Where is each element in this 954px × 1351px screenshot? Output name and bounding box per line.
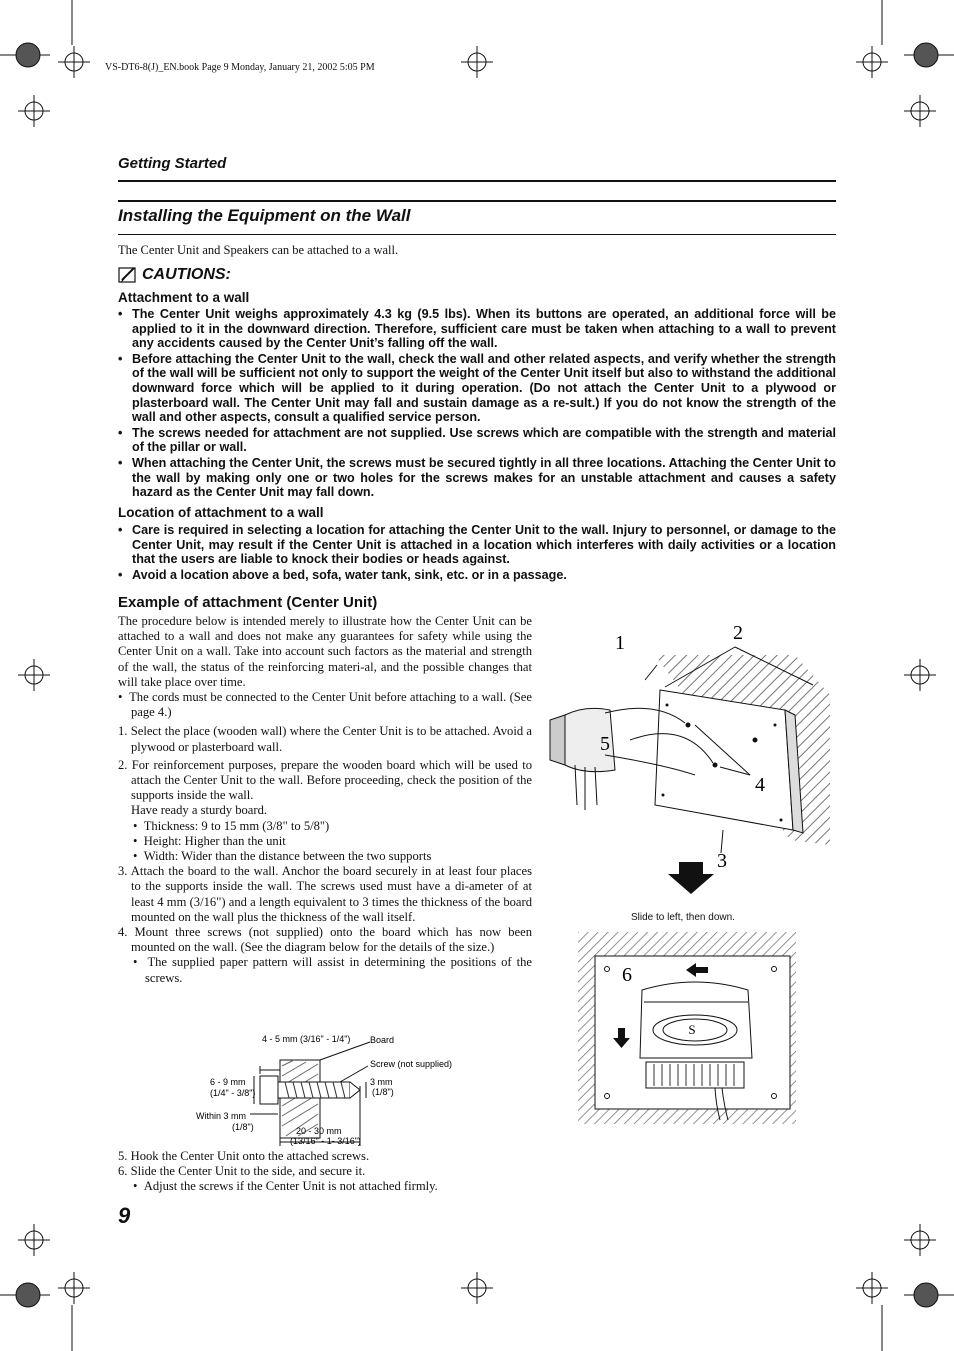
dim-board: Board [370,1035,395,1045]
attachment-subheading: Attachment to a wall [118,290,250,305]
list-item: • Before attaching the Center Unit to the wall, check the wall and other related aspects, and verify whether the strength of the wall will be sufficient not only to support the weight of the Center Unit itself but also to withstand the additional downward force which will be applied to it during operation. (Do not attach the Center Unit to a plywood or plasterboard wall. The Center Unit may fall and sustain damage as a re-sult.) If you do not know the strength of the wall and other aspects, consult a qualified service person. [118,352,836,425]
cautions-heading [118,266,231,284]
figure-caption: Slide to left, then down. [631,912,735,923]
dim-screw: Screw (not supplied) [370,1059,453,1069]
page-number: 9 [118,1203,131,1228]
dim-length-inch: (13/16" - 1- 3/16") [290,1136,361,1146]
list-item: • Avoid a location above a bed, sofa, water tank, sink, etc. or in a passage. [118,568,836,583]
title-rule-top [118,200,836,202]
step-2-note: Have ready a sturdy board. [131,803,268,818]
list-item: • When attaching the Center Unit, the screws must be secured tightly in all three locations. Attaching the Center Unit to the wall by making only one or two holes for the screws makes for an unstable attachment and causes a safety hazard as the Center Unit may fall down. [118,456,836,500]
dim-head-dia-inch: (1/4" - 3/8") [210,1088,256,1098]
dim-head-dia: 6 - 9 mm [210,1077,246,1087]
location-subheading: Location of attachment to a wall [118,505,324,520]
file-header: VS-DT6-8(J)_EN.book Page 9 Monday, January 21, 2002 5:05 PM [105,62,375,73]
location-list [118,523,836,583]
width-bullet: • Width: Wider than the distance between the two supports [133,849,432,864]
page-title: Installing the Equipment on the Wall [118,206,411,225]
list-item: • Care is required in selecting a location for attaching the Center Unit to the wall. Injury to personnel, or damage to the Center Unit, may result if the Center Unit is attached in a location which interferes with daily activities or a location that the users are liable to knock their bodies or heads against. [118,523,836,567]
thickness-bullet: • Thickness: 9 to 15 mm (3/8" to 5/8") [133,818,330,833]
caution-pencil-icon [118,266,138,284]
slide-illustration [570,930,800,1130]
section-heading: Getting Started [118,155,227,172]
section-rule [118,180,836,182]
step-4-bullet: • The supplied paper pattern will assist in determining the positions of the screws. [133,955,532,985]
label-1: 1 [615,632,625,654]
attachment-list [118,307,836,501]
height-bullet: • Height: Higher than the unit [133,833,286,848]
intro-text: The Center Unit and Speakers can be attached to a wall. [118,243,399,257]
list-item: • The screws needed for attachment are not supplied. Use screws which are compatible with the strength and material of the pillar or wall. [118,426,836,455]
title-rule-bottom [118,234,836,235]
screw-dimension-diagram [190,1030,500,1150]
dim-within: Within 3 mm [196,1111,247,1121]
dim-length: 20 - 30 mm [296,1126,342,1136]
list-item: • The Center Unit weighs approximately 4.3 kg (9.5 lbs). When its buttons are operated, an additional force will be applied to it in the downward direction. Therefore, sufficient care must be taken when attaching to a wall to prevent any accidents caused by the Center Unit’s falling off the wall. [118,307,836,351]
label-6: 6 [622,964,632,986]
dim-shaft: 3 mm [370,1077,393,1087]
label-4: 4 [755,774,765,796]
dim-head-width: 4 - 5 mm (3/16" - 1/4") [262,1034,351,1044]
down-arrow-icon [668,862,714,894]
step-1: 1. Select the place (wooden wall) where the Center Unit is to be attached. Avoid a plywood or plasterboard wall. [118,724,532,754]
step-4: 4. Mount three screws (not supplied) onto the board which has now been mounted on the wall. (See the diagram below for the details of the size.) [118,925,532,955]
step-3: 3. Attach the board to the wall. Anchor the board securely in at least four places to the supports inside the wall. The screws used must have a di-ameter of at least 4 mm (3/16") and a length equivalent to 3 times the thickness of the board mounted on the wall plus the thickness of the wall itself. [118,864,532,924]
label-3: 3 [717,850,727,872]
final-steps [118,1149,532,1195]
procedure-intro: The procedure below is intended merely to illustrate how the Center Unit can be attached to a wall and does not make any guarantees for safety while using the Center Unit on a wall. Take into account such factors as the material and strength of the wall, the status of the reinforcing materi-al, and the possible changes that will take place over time. [118,614,532,689]
cautions-label: CAUTIONS: [142,266,231,283]
step-6-bullet: • Adjust the screws if the Center Unit is not attached firmly. [133,1179,438,1194]
step-6: 6. Slide the Center Unit to the side, and secure it. [118,1164,366,1179]
unit-logo: S [688,1022,696,1037]
pre-bullet: • The cords must be connected to the Center Unit before attaching to a wall. (See page 4.) [118,690,532,720]
example-heading: Example of attachment (Center Unit) [118,594,378,611]
procedure-text [118,614,532,986]
step-5: 5. Hook the Center Unit onto the attached screws. [118,1149,370,1163]
label-5: 5 [600,733,610,755]
label-2: 2 [733,622,743,644]
dim-within-inch: (1/8") [232,1122,254,1132]
dim-shaft-inch: (1/8") [372,1087,394,1097]
step-2: 2. For reinforcement purposes, prepare the wooden board which will be used to attach the Center Unit to the wall. Before proceeding, check the position of the supports inside the wall. [118,757,532,803]
